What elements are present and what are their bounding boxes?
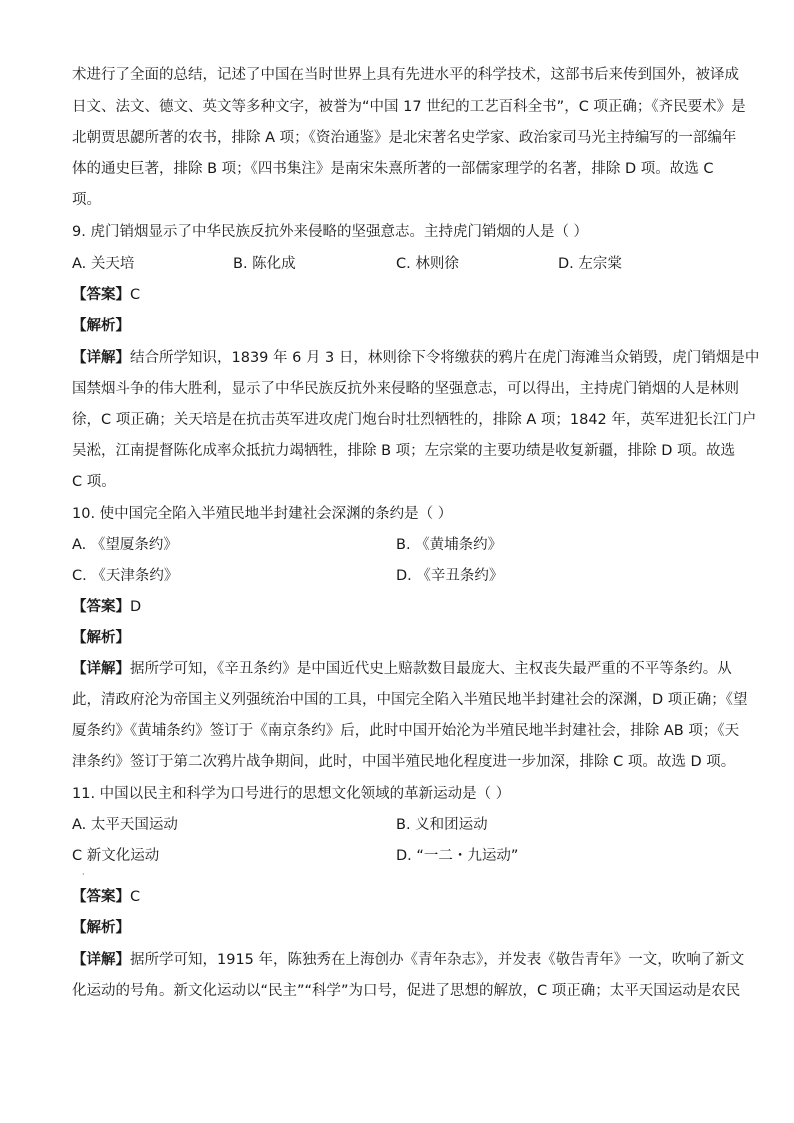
question-9-analysis-tag: 【解析】: [72, 318, 130, 334]
question-11-option-c: C 新文化运动: [72, 848, 160, 864]
question-9-answer: [72, 285, 722, 305]
question-10-stem: 10. 使中国完全陷入半殖民地半封建社会深渊的条约是（ ）: [72, 506, 453, 522]
detail-text: 结合所学知识，1839 年 6 月 3 日，林则徐下令将缴获的鸦片在虎门海滩当众销毁，虎门销烟是中: [130, 350, 760, 366]
question-9-detail-line: 国禁烟斗争的伟大胜利，显示了中华民族反抗外来侵略的坚强意志，可以得出，主持虎门销烟的人是林则: [72, 381, 739, 397]
question-10-option-d: D. 《辛丑条约》: [396, 568, 504, 584]
answer-value: C: [130, 287, 141, 303]
question-10-detail-line: [72, 659, 732, 679]
detail-text: 据所学可知，1915 年，陈独秀在上海创办《青年杂志》，并发表《敬告青年》一文，吹响了新文: [130, 952, 745, 968]
question-11-detail-line: [72, 950, 745, 970]
intro-line: 项。: [72, 192, 101, 208]
question-9-detail-line: 徐，C 项正确；关天培是在抗击英军进攻虎门炮台时壮烈牺牲的，排除 A 项；1842 年，英军进犯长江门户: [72, 412, 757, 428]
question-9-option-b: B. 陈化成: [233, 256, 296, 272]
question-9-option-a: A. 关天培: [72, 256, 135, 272]
intro-line: 北朝贾思勰所著的农书，排除 A 项；《资治通鉴》是北宋著名史学家、政治家司马光主持编写的一部编年: [72, 130, 737, 146]
question-10-detail-line: 津条约》签订于第二次鸦片战争期间，此时，中国半殖民地化程度进一步加深，排除 C 项。故选 D 项。: [72, 754, 736, 770]
question-10-detail-line: 此，清政府沦为帝国主义列强统治中国的工具，中国完全陷入半殖民地半封建社会的深渊，D 项正确；《望: [72, 692, 748, 708]
question-11-stem: 11. 中国以民主和科学为口号进行的思想文化领域的革新运动是（ ）: [72, 786, 511, 802]
intro-line: 术进行了全面的总结，记述了中国在当时世界上具有先进水平的科学技术，这部书后来传到国外，被译成: [72, 67, 739, 83]
answer-tag: 【答案】: [72, 889, 130, 905]
question-11-analysis-tag: 【解析】: [72, 920, 130, 936]
intro-line: 体的通史巨著，排除 B 项；《四书集注》是南宋朱熹所著的一部儒家理学的名著，排除 D 项。故选 C: [72, 161, 714, 177]
question-9-option-d: D. 左宗棠: [558, 256, 622, 272]
detail-tag: 【详解】: [72, 661, 130, 677]
question-11-detail-line: 化运动的号角。新文化运动以“民主”“科学”为口号，促进了思想的解放，C 项正确；太平天国运动是农民: [72, 983, 741, 999]
question-10-answer: [72, 597, 722, 617]
question-9-detail-line: C 项。: [72, 474, 116, 490]
question-9-detail-line: [72, 348, 760, 368]
question-9-stem: 9. 虎门销烟显示了中华民族反抗外来侵略的坚强意志。主持虎门销烟的人是（ ）: [72, 224, 589, 240]
detail-tag: 【详解】: [72, 350, 130, 366]
question-11-option-a: A. 太平天国运动: [72, 817, 178, 833]
question-11-option-d: D. “一二・九运动”: [396, 848, 519, 864]
answer-tag: 【答案】: [72, 599, 130, 615]
detail-text: 据所学可知，《辛丑条约》是中国近代史上赔款数目最庞大、主权丧失最严重的不平等条约。从: [130, 661, 732, 677]
question-10-detail-line: 厦条约》《黄埔条约》签订于《南京条约》后，此时中国开始沦为半殖民地半封建社会，排除 AB 项；《天: [72, 723, 740, 739]
question-10-option-b: B. 《黄埔条约》: [396, 537, 503, 553]
question-9-detail-line: 吴淞，江南提督陈化成率众抵抗力竭牺牲，排除 B 项；左宗棠的主要功绩是收复新疆，排除 D 项。故选: [72, 443, 736, 459]
answer-value: C: [130, 889, 141, 905]
question-9-option-c: C. 林则徐: [396, 256, 459, 272]
stray-mark: ·: [82, 870, 85, 879]
question-10-option-a: A. 《望厦条约》: [72, 537, 178, 553]
question-10-analysis-tag: 【解析】: [72, 630, 130, 646]
question-11-answer: [72, 887, 722, 907]
intro-line: 日文、法文、德文、英文等多种文字，被誉为“中国 17 世纪的工艺百科全书”，C 项正确；《齐民要术》是: [72, 99, 746, 115]
answer-tag: 【答案】: [72, 287, 130, 303]
question-11-option-b: B. 义和团运动: [396, 817, 488, 833]
question-10-option-c: C. 《天津条约》: [72, 568, 179, 584]
answer-value: D: [130, 599, 142, 615]
detail-tag: 【详解】: [72, 952, 130, 968]
